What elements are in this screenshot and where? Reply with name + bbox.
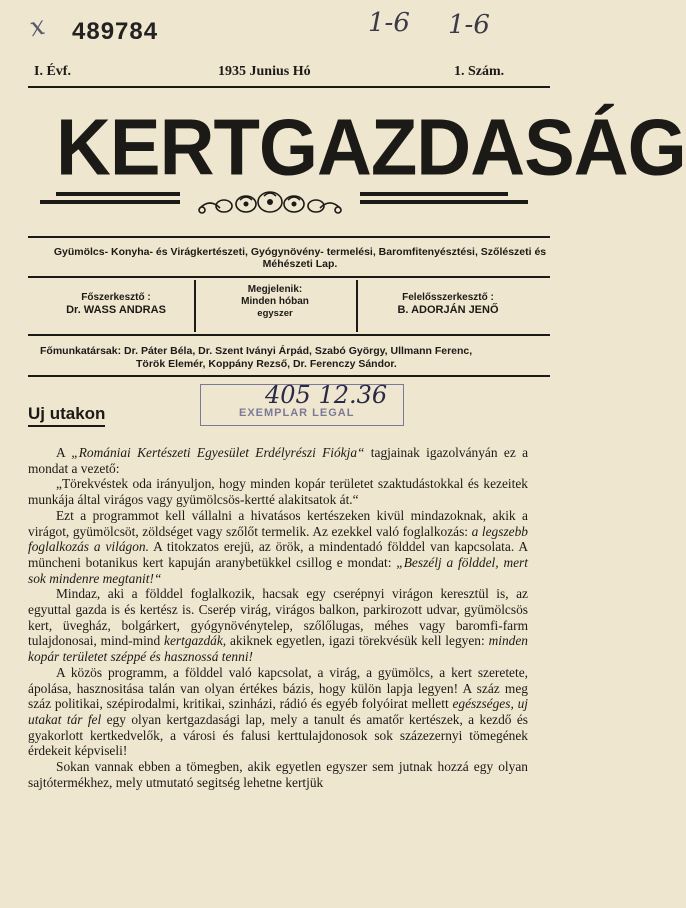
paragraph: „Törekvéstek oda irányuljon, hogy minden kopár területet szaktudástokkal és kezeitek munkája által virágos vagy gyümölcsös-kertté alakitsatok át.“	[28, 476, 528, 508]
collaborators-names-2: Török Elemér, Koppány Rezső, Dr. Ferenczy Sándor.	[136, 358, 397, 370]
paragraph	[28, 665, 528, 759]
text-run: A titokzatos erejü, az örök, a mindentadó földdel van kapcsolata. A müncheni botanikus kert kapuján aranybetükkel csillog e mondat:	[28, 539, 528, 570]
paragraph	[28, 508, 528, 587]
responsible-editor-label: Felelősszerkesztő :	[402, 292, 494, 303]
text-run: akiknek egyetlen, igazi törekvésük kell legyen:	[226, 633, 489, 649]
article-body	[28, 445, 528, 790]
chief-editor-label: Főszerkesztő :	[81, 292, 151, 303]
divider	[28, 236, 550, 238]
inventory-number: 489784	[72, 18, 159, 45]
text-run: A közös programm, a földdel való kapcsolat, a virág, a gyümölcs, a kert szeretete, ápolása, hasznositása talán van olyan értékes bázis, hogy külön lapja legyen! A száz meg száz politikai, szépirodalmi, kritikai, szinházi, rádió és egyéb folyóirat mellett	[28, 664, 528, 712]
issue-number: 1. Szám.	[454, 64, 505, 79]
floral-ornament-icon	[180, 186, 360, 220]
text-run: „Romániai Kertészeti Egyesület Erdélyrészi Fiókja“	[71, 445, 365, 460]
stamp-handwriting: 405 12.36	[265, 381, 388, 409]
text-run: kertgazdák,	[164, 633, 227, 649]
issue-date: 1935 Junius Hó	[218, 64, 311, 79]
masthead-title: KERTGAZDASÁG	[56, 102, 686, 193]
library-stamp	[200, 381, 404, 426]
divider	[56, 192, 180, 196]
masthead-title-block	[56, 102, 686, 198]
stamp-text: EXEMPLAR LEGAL	[239, 407, 355, 419]
collaborators-line-1	[40, 345, 560, 358]
divider	[40, 200, 180, 204]
article-title: Uj utakon	[28, 404, 105, 427]
collaborators	[40, 345, 560, 371]
handwritten-note-1: 1-6	[368, 8, 410, 38]
issue-strip	[28, 64, 550, 84]
publication-frequency-2: egyszer	[257, 308, 293, 319]
divider	[28, 375, 550, 377]
text-run: egy olyan kertgazdasági lap, mely a tanult és amatőr kertészek, a kezdő és gyakorlott kertkedvelők, a városi és falusi kerttulajdonosok sok százezernyi tömegének érdekeit képviseli!	[28, 711, 528, 759]
paragraph	[28, 445, 528, 476]
volume-year: I. Évf.	[34, 64, 71, 79]
collaborators-names-1: Dr. Páter Béla, Dr. Szent Iványi Árpád, Szabó György, Ullmann Ferenc,	[124, 345, 473, 357]
divider	[28, 276, 550, 278]
chief-editor-name: Dr. WASS ANDRAS	[66, 304, 166, 316]
text-run: Ezt a programmot kell vállalni a hivatásos kertészeken kivül mindazoknak, akik a virágot, gyümölcsöt, zöldséget vagy szőlőt termelik. Az ezekkel való foglalkozás:	[28, 507, 528, 539]
divider	[360, 192, 508, 196]
publication-frequency: Minden hóban	[241, 296, 309, 307]
handwritten-note-2: 1-6	[448, 10, 490, 40]
paragraph: Sokan vannak ebben a tömegben, akik egyetlen egyszer sem jutnak hozzá egy olyan sajtótermékhez, mely utmutató segitség lehetne kertjük	[28, 759, 528, 790]
masthead-subtitle: Gyümölcs- Konyha- és Virágkertészeti, Gyógynövény- termelési, Baromfitenyésztési, Szőlészeti és Méhészeti Lap.	[53, 246, 547, 270]
divider	[360, 200, 528, 204]
text-run: a legszebb foglalkozás a világon.	[28, 523, 528, 555]
text-run: minden kopár területet széppé és hasznossá tenni!	[28, 633, 528, 665]
publication-box	[196, 280, 354, 336]
handwritten-mark: x	[27, 10, 48, 44]
paragraph	[28, 586, 528, 665]
collaborators-label: Főmunkatársak:	[40, 345, 122, 357]
text-run: tagjainak igazolványán ez a mondat a vezető:	[28, 445, 529, 476]
text-run: A	[56, 445, 72, 460]
publication-label: Megjelenik:	[247, 284, 303, 295]
text-run: egészséges, uj utakat tár fel	[28, 696, 528, 727]
text-run: Mindaz, aki a földdel foglalkozik, hacsak egy cserépnyi virágon keresztül is, az egyuttal gazda is és kertész is. Cserép virág, virágos balkon, parkirozott udvar, gyümölcsös kert, üvegház, bolgárkert, gyógynövénytelep, szőlőlugas, méhes vagy baromfi-farm tulajdonosai, mind-mind	[28, 586, 528, 649]
divider	[28, 334, 550, 336]
text-run: „Beszélj a földdel, mert sok mindenre megtanit!“	[28, 554, 528, 586]
responsible-editor-name: B. ADORJÁN JENŐ	[397, 304, 499, 316]
divider	[28, 86, 550, 88]
